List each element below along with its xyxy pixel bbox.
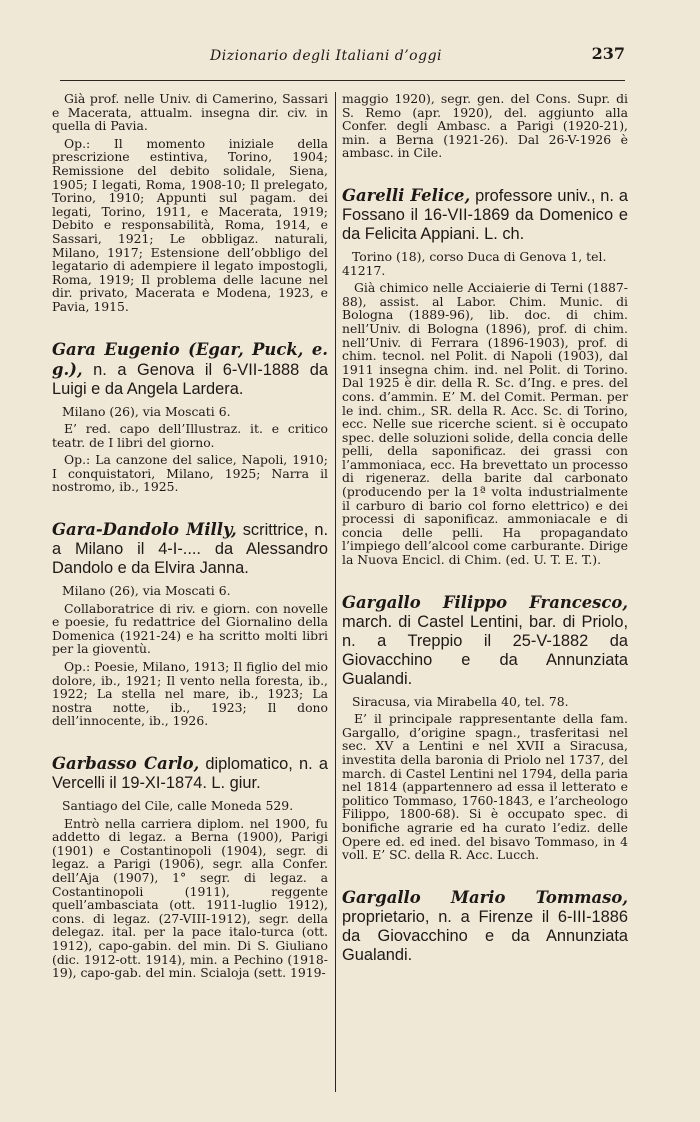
entry-works: Op.: La canzone del salice, Napoli, 1910; I conquistatori, Milano, 1925; Narra il nostromo, ib., 1925. [52,452,328,495]
entry-paragraph: Collaboratrice di riv. e giorn. con novelle e poesie, fu redattrice del Giornalino della Domenica (1921-24) e ha scritto molti libri per la gioventù. [52,600,328,657]
continuation-works: Op.: Il momento iniziale della prescrizione estintiva, Torino, 1904; Remissione del debito solidale, Siena, 1905; I legati, Roma, 1908-10; Il prelegato, Torino, 1910; Appunti sul pagam. dei legati, Torino, 1911, e Macerata, 1919; Debito e responsabilità, Roma, 1914, e Sassari, 1921; Le obbligaz. naturali, Milano, 1917; Estensione dell’obbligo del legatario di adempiere il legato impostogli, Roma, 1919; Il problema delle lacune nel dir. privato, Macerata e Modena, 1923, e Pavia, 1915. [52,135,328,314]
entry-address: Santiago del Cile, calle Moneda 529. [62,798,294,813]
entry-address: Siracusa, via Mirabella 40, tel. 78. [352,693,569,709]
entry-heading [342,888,628,965]
entry-name: Gargallo Filippo Francesco, [342,592,628,612]
entry-gara-eugenio [52,340,328,495]
entry-heading-text: proprietario, n. a Firenze il 6-III-1886 da Giovacchino e da Annunziata Gualandi. [342,907,628,964]
page-header [60,44,625,81]
entry-address: Milano (26), via Moscati 6. [62,403,231,419]
entry-heading-text: diplomatico, n. a Vercelli il 19-XI-1874. L. giur. [52,755,328,792]
right-column [342,92,628,971]
entry-gargallo-filippo-francesco [342,593,628,862]
entry-heading-text: march. di Castel Lentini, bar. di Priolo, n. a Treppio il 25-V-1882 da Giovacchino e da Annunziata Gualandi. [342,612,628,688]
entry-heading [52,754,328,793]
entry-garelli-felice [342,186,628,567]
entry-heading [342,593,628,689]
entry-paragraph: Già chimico nelle Acciaierie di Terni (1887-88), assist. al Labor. Chim. Munic. di Bologna (1889-96), lib. doc. di chim. nell’Univ. di Bologna (1896), prof. di chim. nell’Univ. di Ferrara (1896-1903), prof. di chim. tecnol. nel Polit. di Napoli (1903), dal 1911 insegna chim. ind. nel Polit. di Torino. Dal 1925 è dir. della R. Sc. d’Ing. e pres. del cons. d’ammin. E’ M. del Comit. Perman. per le ind. chim., SR. della R. Acc. Sc. di Torino, ecc. Nelle sue ricerche scient. si è occupato spec. delle soluzioni solide, della concia delle pelli, della saponificaz. dei grassi con l’ammoniaca, ecc. Ha brevettato un processo di rigeneraz. della barite dal carbonato (producendo per la 1ª volta industrialmente il carburo di bario col forno elettrico) e dei processi di saponificaz. ammoniacale e di concia delle pelli. Ha propagandato l’impiego dell’alcool come carburante. Dirige la Nuova Encicl. di Chim. (ed. U. T. E. T.). [342,280,628,568]
entry-heading-text: professore univ., n. a Fossano il 16-VII-1869 da Domenico e da Felicita Appiani. L. ch. [342,186,628,243]
entry-heading-text: n. a Genova il 6-VII-1888 da Luigi e da Angela Lardera. [52,360,328,398]
entry-paragraph: E’ red. capo dell’Illustraz. it. e critico teatr. de I libri del giorno. [52,421,328,450]
column-divider [335,92,336,1092]
page-number: 237 [591,44,625,63]
entry-address: Torino (18), corso Duca di Genova 1, tel. 41217. [342,248,607,278]
entry-heading-text: scrittrice, n. a Milano il 4-I-.... da Alessandro Dandolo e da Elvira Janna. [52,521,329,578]
entry-name: Garbasso Carlo, [52,754,200,773]
entry-name: Gara-Dandolo Milly, [52,520,237,540]
entry-heading [52,340,328,399]
continuation-text: maggio 1920), segr. gen. del Cons. Supr. di S. Remo (apr. 1920), del. aggiunto alla Confer. degli Ambasc. a Parigi (1920-21), min. a Berna (1921-26). Dal 26-V-1926 è ambasc. in Cile. [342,91,628,161]
entry-address: Milano (26), via Moscati 6. [62,583,231,599]
running-title: Dizionario degli Italiani d’oggi [210,48,443,64]
entry-works: Op.: Poesie, Milano, 1913; Il figlio del mio dolore, ib., 1921; Il vento nella foresta, ib., 1922; La stella nel mare, ib., 1923; La nostra notte, ib., 1923; Il dono dell’innocente, ib., 1926. [52,659,328,729]
entry-name: Gara Eugenio (Egar, Puck, e. g.), [52,339,328,379]
continuation-text: Già prof. nelle Univ. di Camerino, Sassari e Macerata, attualm. insegna dir. civ. in quella di Pavia. [52,91,328,134]
entry-paragraph: E’ il principale rappresentante della fam. Gargallo, d’origine spagn., trasferitasi nel sec. XV a Lentini e nel XVII a Siracusa, investita della baronia di Priolo nel 1737, del march. di Castel Lentini nel 1794, della paria nel 1814 (appartennero ad essa il letterato e politico Tommaso, 1760-1843, e l’archeologo Filippo, 1800-68). Si è occupato spec. di bonifiche agrarie ed ha curato l’ediz. delle Opere ed. ed ined. del bisavo Tommaso, in 4 voll. E’ SC. della R. Acc. Lucch. [342,711,628,863]
entry-gargallo-mario-tommaso [342,888,628,965]
entry-name: Gargallo Mario Tommaso, [342,887,628,907]
left-column [52,92,328,980]
entry-paragraph: Entrò nella carriera diplom. nel 1900, fu addetto di legaz. a Berna (1900), Parigi (1901) e Costantinopoli (1904), segr. di legaz. a Parigi (1906), segr. alla Confer. dell’Aja (1907), 1° segr. di legaz. a Costantinopoli (1911), reggente quell’ambasciata (ott. 1911-luglio 1912), cons. di legaz. (27-VIII-1912), segr. della delegaz. ital. per la pace italo-turca (ott. 1912), capo-gabin. del min. Di S. Giuliano (dic. 1912-ott. 1914), min. a Pechino (1918-19), capo-gab. del min. Scialoja (sett. 1919- [52,815,328,981]
entry-garbasso-carlo [52,754,328,980]
entry-heading [52,520,328,578]
entry-heading [342,186,628,244]
entry-gara-dandolo-milly [52,520,328,728]
entry-name: Garelli Felice, [342,185,471,205]
